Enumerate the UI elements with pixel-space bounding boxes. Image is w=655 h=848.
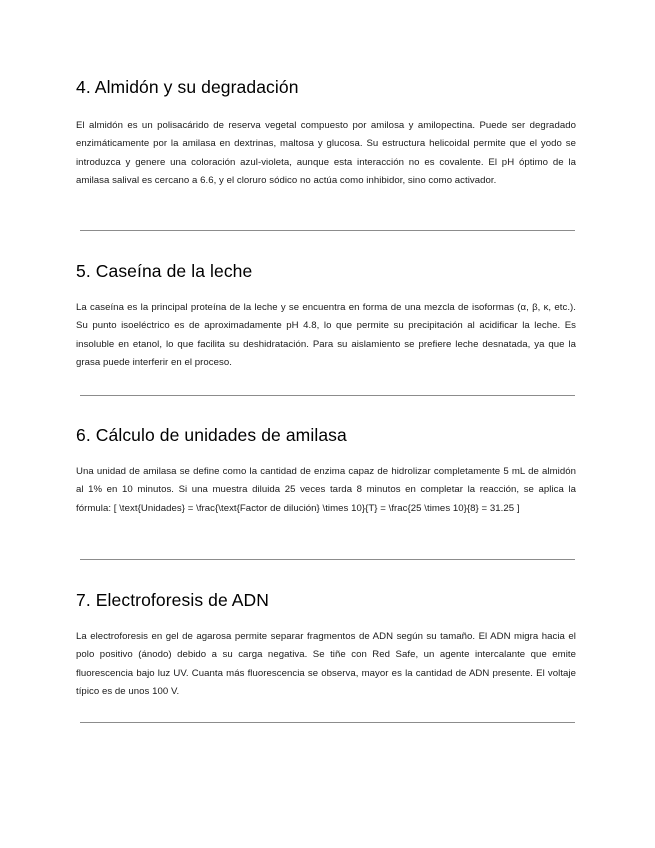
- section-unidades-amilasa: [76, 424, 576, 518]
- section-body: El almidón es un polisacárido de reserva vegetal compuesto por amilosa y amilopectina. Puede ser degradado enzimáticamente por la amilasa en dextrinas, maltosa y glucosa. Su estructura helicoidal permite que el yodo se introduzca y genere una coloración azul-violeta, aunque esta interacción no es covalente. El pH óptimo de la amilasa salival es cercano a 6.6, y el cloruro sódico no actúa como inhibidor, sino como activador.: [76, 120, 576, 186]
- section-caseina: [76, 260, 576, 372]
- section-divider: [80, 722, 575, 723]
- section-divider: [80, 395, 575, 396]
- section-divider: [80, 230, 575, 231]
- section-title: 7. Electroforesis de ADN: [76, 590, 270, 610]
- section-almidon: [76, 76, 576, 190]
- section-title: 5. Caseína de la leche: [76, 261, 253, 281]
- section-body: La caseína es la principal proteína de la leche y se encuentra en forma de una mezcla de isoformas (α, β, κ, etc.). Su punto isoeléctrico es de aproximadamente pH 4.8, lo que permite su precipitación al acidificar la leche. Es insoluble en etanol, lo que facilita su deshidratación. Para su aislamiento se prefiere leche desnatada, ya que la grasa puede interferir en el proceso.: [76, 302, 576, 368]
- section-title: 4. Almidón y su degradación: [76, 77, 299, 97]
- section-divider: [80, 559, 575, 560]
- section-body: Una unidad de amilasa se define como la cantidad de enzima capaz de hidrolizar completamente 5 mL de almidón al 1% en 10 minutos. Si una muestra diluida 25 veces tarda 8 minutos en completar la reacción, se aplica la fórmula: [ \text{Unidades} = \frac{\text{Factor de dilución} \times 10}{T} = \frac{25 \times 10}{8} = 31.25 ]: [76, 466, 576, 514]
- section-body: La electroforesis en gel de agarosa permite separar fragmentos de ADN según su tamaño. El ADN migra hacia el polo positivo (ánodo) debido a su carga negativa. Se tiñe con Red Safe, un agente intercalante que emite fluorescencia bajo luz UV. Cuanta más fluorescencia se observa, mayor es la cantidad de ADN presente. El voltaje típico es de unos 100 V.: [76, 631, 576, 697]
- section-title: 6. Cálculo de unidades de amilasa: [76, 425, 347, 445]
- section-electroforesis: [76, 589, 576, 701]
